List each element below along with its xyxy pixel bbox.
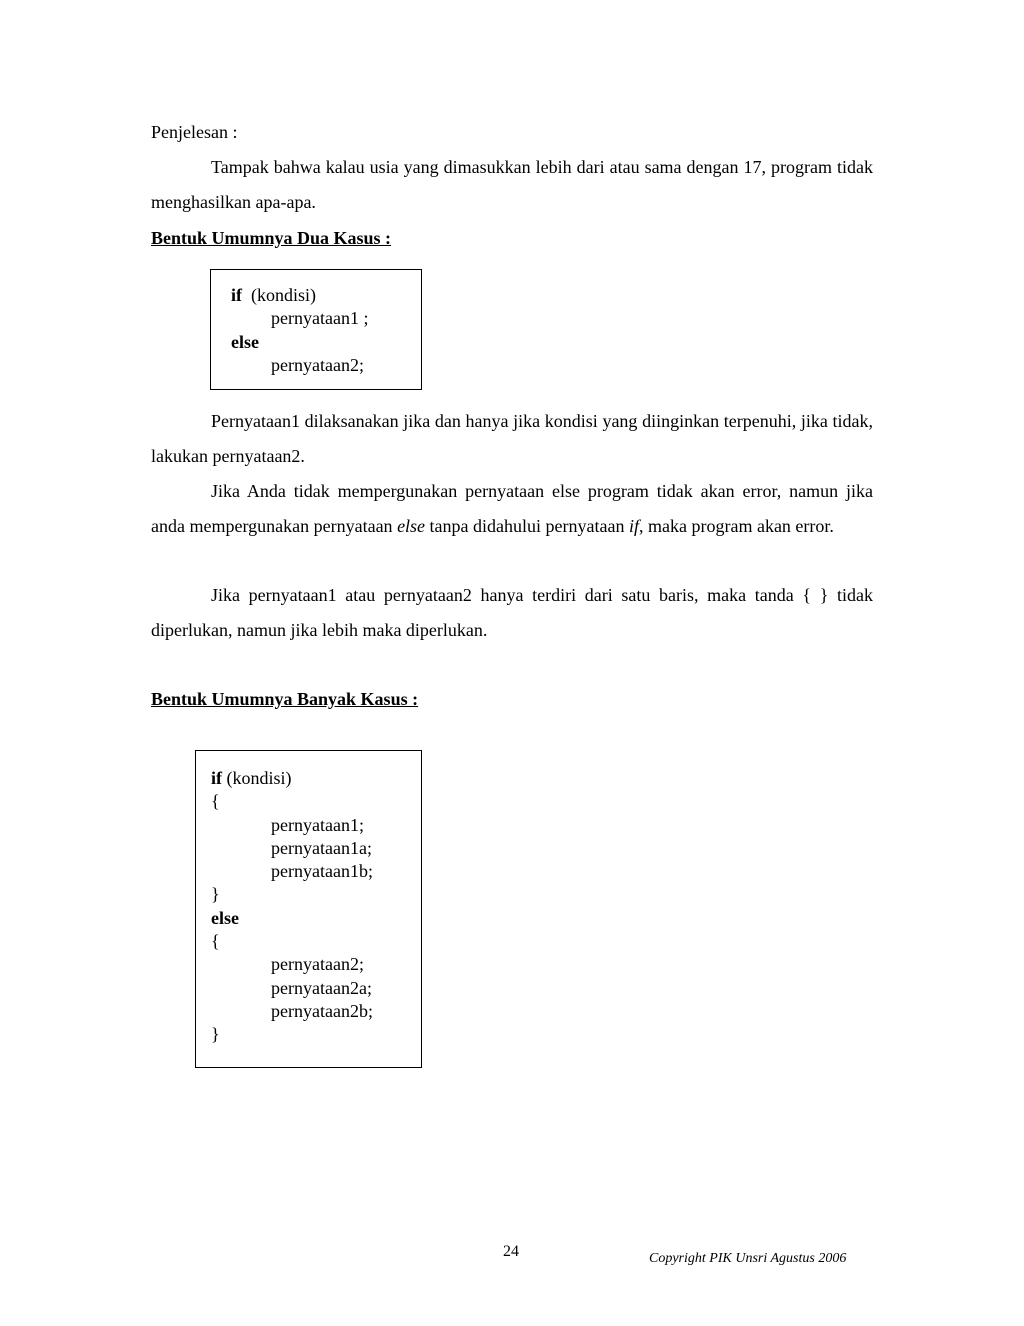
code-box-many-cases	[195, 750, 422, 1068]
code-keyword-else: else	[211, 907, 239, 928]
intro-label: Penjelesan :	[151, 122, 238, 142]
code-line: pernyataan1 ;	[271, 308, 369, 329]
code-keyword-if: if	[211, 768, 222, 788]
code-condition: (kondisi)	[251, 285, 316, 305]
code-line: pernyataan1b;	[271, 861, 373, 882]
paragraph-explanation: Pernyataan1 dilaksanakan jika dan hanya jika kondisi yang diinginkan terpenuhi, jika tidak, lakukan pernyataan2.	[151, 411, 873, 466]
text-segment: tanpa didahului pernyataan	[425, 516, 629, 536]
paragraph-braces-note: Jika pernyataan1 atau pernyataan2 hanya terdiri dari satu baris, maka tanda { } tidak diperlukan, namun jika lebih maka diperlukan.	[151, 585, 873, 640]
paragraph-else-note	[151, 474, 873, 544]
text-segment: , maka program akan error.	[639, 516, 834, 536]
code-box-two-cases	[210, 269, 422, 390]
code-brace-close: }	[211, 884, 220, 905]
code-brace-close: }	[211, 1024, 220, 1045]
code-keyword-else: else	[231, 331, 259, 352]
code-line	[231, 284, 421, 307]
code-line: pernyataan1;	[271, 814, 364, 835]
code-line	[211, 767, 421, 790]
keyword-else-italic: else	[397, 516, 426, 536]
code-condition: (kondisi)	[222, 768, 292, 788]
code-line: pernyataan1a;	[271, 837, 372, 858]
code-brace-open: {	[211, 791, 220, 812]
keyword-if-italic: if	[628, 516, 639, 536]
code-line: pernyataan2;	[271, 354, 364, 375]
copyright-footer: Copyright PIK Unsri Agustus 2006	[649, 1251, 847, 1266]
code-line: pernyataan2;	[271, 954, 364, 975]
heading-two-cases: Bentuk Umumnya Dua Kasus :	[151, 228, 392, 248]
heading-many-cases: Bentuk Umumnya Banyak Kasus :	[151, 689, 419, 709]
text-segment: Jika Anda tidak mempergunakan pernyataan else program tidak akan error, namun jika anda mempergunakan pernyataan	[151, 481, 873, 536]
page-number: 24	[503, 1243, 519, 1260]
code-line: pernyataan2b;	[271, 1000, 373, 1021]
code-keyword-if: if	[231, 285, 242, 305]
code-brace-open: {	[211, 931, 220, 952]
intro-paragraph: Tampak bahwa kalau usia yang dimasukkan lebih dari atau sama dengan 17, program tidak menghasilkan apa-apa.	[151, 157, 873, 212]
code-line: pernyataan2a;	[271, 977, 372, 998]
